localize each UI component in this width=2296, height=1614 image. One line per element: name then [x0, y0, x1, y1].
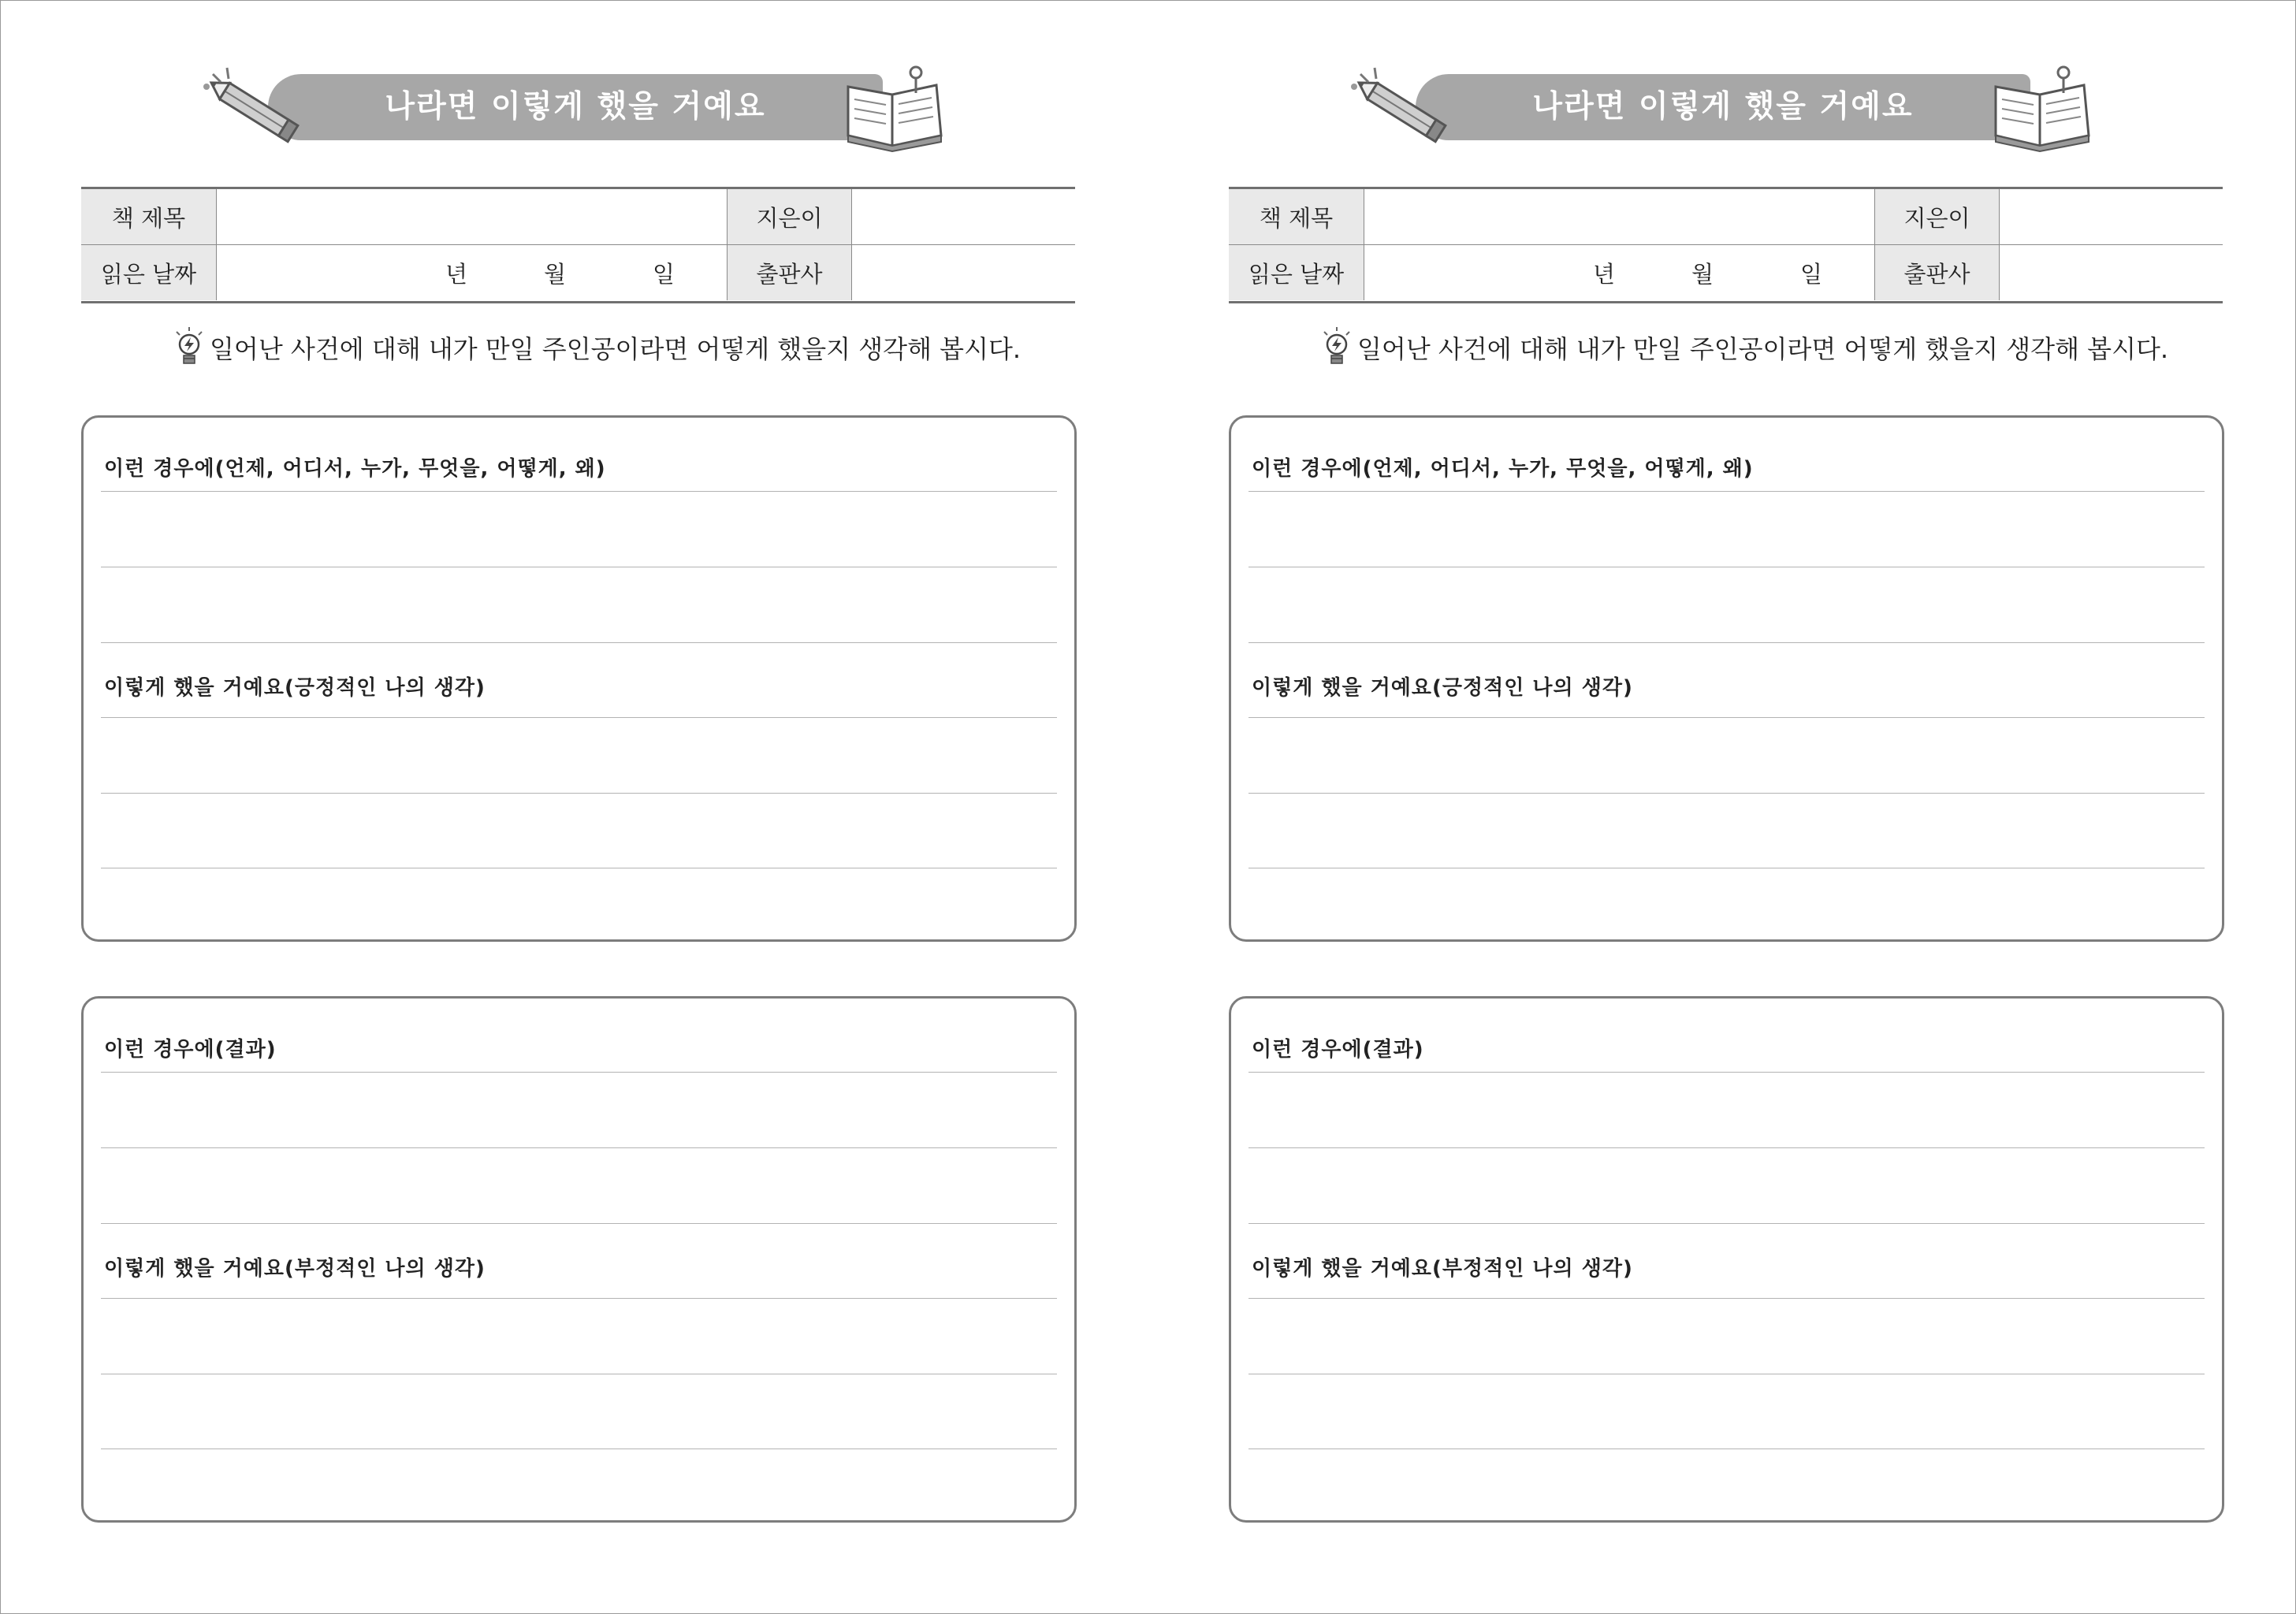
book-title-field[interactable]	[217, 189, 727, 244]
read-date-label: 읽은 날짜	[81, 245, 217, 300]
writing-line[interactable]	[101, 1298, 1057, 1299]
writing-line[interactable]	[1248, 1147, 2205, 1148]
year-label: 년	[445, 260, 468, 288]
read-date-label: 읽은 날짜	[1229, 245, 1364, 300]
publisher-field[interactable]	[1999, 245, 2223, 300]
worksheet-page-right	[1148, 0, 2295, 1614]
month-label: 월	[544, 260, 567, 288]
writing-line[interactable]	[1248, 491, 2205, 492]
instruction	[173, 327, 1021, 368]
publisher-label: 출판사	[727, 245, 852, 300]
book-title-field[interactable]	[1364, 189, 1874, 244]
instruction	[1321, 327, 2168, 368]
author-label: 지은이	[1874, 189, 2000, 244]
author-field[interactable]	[1999, 189, 2223, 244]
writing-line[interactable]	[101, 642, 1057, 643]
prompt-situation: 이런 경우에(언제, 어디서, 누가, 무엇을, 어떻게, 왜)	[1252, 457, 1754, 481]
book-info-table	[81, 187, 1075, 303]
lightbulb-icon	[173, 327, 205, 368]
page-title: 나라면 이렇게 했을 거예요	[385, 89, 766, 125]
lightbulb-icon	[1321, 327, 1353, 368]
writing-box-1[interactable]	[81, 415, 1077, 942]
writing-line[interactable]	[101, 793, 1057, 794]
read-date-field[interactable]	[1364, 245, 1874, 300]
writing-box-2[interactable]	[81, 996, 1077, 1523]
writing-line[interactable]	[101, 717, 1057, 718]
writing-line[interactable]	[101, 491, 1057, 492]
writing-line[interactable]	[1248, 717, 2205, 718]
info-row-title	[81, 189, 1075, 245]
day-label: 일	[653, 260, 675, 288]
book-info-table	[1229, 187, 2223, 303]
prompt-negative: 이렇게 했을 거예요(부정적인 나의 생각)	[1252, 1257, 1633, 1281]
publisher-label: 출판사	[1874, 245, 2000, 300]
instruction-text: 일어난 사건에 대해 내가 만일 주인공이라면 어떻게 했을지 생각해 봅시다.	[210, 334, 1021, 364]
info-row-date	[1229, 245, 2223, 300]
writing-box-2[interactable]	[1229, 996, 2224, 1523]
prompt-negative: 이렇게 했을 거예요(부정적인 나의 생각)	[104, 1257, 486, 1281]
writing-line[interactable]	[1248, 1223, 2205, 1224]
author-label: 지은이	[727, 189, 852, 244]
writing-line[interactable]	[1248, 1072, 2205, 1073]
writing-box-1[interactable]	[1229, 415, 2224, 942]
writing-line[interactable]	[1248, 1298, 2205, 1299]
author-field[interactable]	[851, 189, 1075, 244]
prompt-positive: 이렇게 했을 거예요(긍정적인 나의 생각)	[104, 676, 486, 700]
publisher-field[interactable]	[851, 245, 1075, 300]
prompt-positive: 이렇게 했을 거예요(긍정적인 나의 생각)	[1252, 676, 1633, 700]
writing-line[interactable]	[101, 1072, 1057, 1073]
writing-line[interactable]	[1248, 642, 2205, 643]
prompt-result: 이런 경우에(결과)	[104, 1038, 277, 1062]
info-row-title	[1229, 189, 2223, 245]
writing-line[interactable]	[101, 1147, 1057, 1148]
book-title-label: 책 제목	[81, 189, 217, 244]
prompt-situation: 이런 경우에(언제, 어디서, 누가, 무엇을, 어떻게, 왜)	[104, 457, 606, 481]
month-label: 월	[1691, 260, 1714, 288]
writing-line[interactable]	[1248, 793, 2205, 794]
book-title-label: 책 제목	[1229, 189, 1364, 244]
prompt-result: 이런 경우에(결과)	[1252, 1038, 1424, 1062]
day-label: 일	[1800, 260, 1823, 288]
year-label: 년	[1593, 260, 1616, 288]
writing-line[interactable]	[101, 1223, 1057, 1224]
read-date-field[interactable]	[217, 245, 727, 300]
instruction-text: 일어난 사건에 대해 내가 만일 주인공이라면 어떻게 했을지 생각해 봅시다.	[1357, 334, 2169, 364]
page-title: 나라면 이렇게 했을 거예요	[1532, 89, 1914, 125]
info-row-date	[81, 245, 1075, 300]
